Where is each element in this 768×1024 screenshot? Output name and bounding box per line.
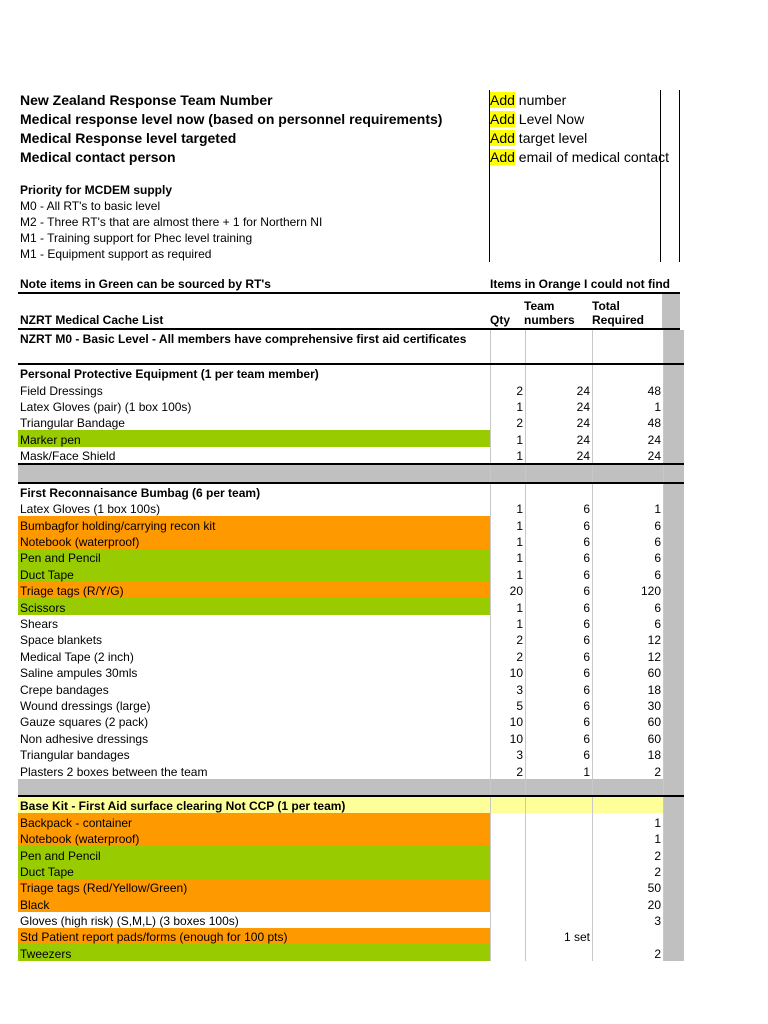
item-name-cell[interactable]: Black — [18, 895, 491, 911]
item-name-cell[interactable]: Triangular Bandage — [18, 414, 491, 430]
gray-cell[interactable] — [664, 516, 685, 532]
total-cell[interactable]: 1 — [593, 500, 664, 516]
gray-cell[interactable] — [664, 813, 685, 829]
item-name-cell[interactable]: Triage tags (Red/Yellow/Green) — [18, 879, 491, 895]
table-row — [18, 533, 684, 549]
gray-cell[interactable] — [664, 846, 685, 862]
item-name-cell[interactable]: Notebook (waterproof) — [18, 533, 491, 549]
cache-table — [18, 330, 684, 961]
total-cell[interactable]: 6 — [593, 615, 664, 631]
gray-cell[interactable] — [664, 346, 685, 363]
section-row — [18, 364, 684, 381]
table-row — [18, 398, 684, 414]
qty-cell[interactable] — [491, 330, 526, 346]
qty-cell[interactable] — [491, 346, 526, 363]
gray-cell[interactable] — [664, 912, 685, 928]
team-cell[interactable] — [526, 330, 593, 346]
notes-row — [20, 276, 680, 292]
level-target-label: Medical Response level targeted — [20, 130, 237, 146]
gray-cell[interactable] — [664, 381, 685, 397]
item-name-cell[interactable]: First Reconnaisance Bumbag (6 per team) — [18, 483, 491, 500]
item-name-cell[interactable]: Backpack - container — [18, 813, 491, 829]
item-name-cell[interactable]: Scissors — [18, 598, 491, 614]
item-name-cell[interactable]: Latex Gloves (1 box 100s) — [18, 500, 491, 516]
gray-cell[interactable] — [664, 364, 685, 381]
qty-header: Qty — [490, 313, 511, 327]
qty-cell[interactable]: 1 — [491, 533, 526, 549]
item-name-cell[interactable]: Duct Tape — [18, 565, 491, 581]
team-cell[interactable] — [526, 846, 593, 862]
qty-cell[interactable]: 1 — [491, 615, 526, 631]
qty-cell[interactable]: 1 — [491, 430, 526, 446]
team-cell[interactable] — [526, 830, 593, 846]
team-cell[interactable] — [526, 813, 593, 829]
item-name-cell[interactable]: Shears — [18, 615, 491, 631]
gray-cell[interactable] — [664, 762, 685, 778]
total-cell[interactable]: 2 — [593, 762, 664, 778]
team-cell[interactable]: 6 — [526, 615, 593, 631]
team-header: Team numbers — [524, 299, 575, 327]
table-row — [18, 598, 684, 614]
item-name-cell[interactable]: Pen and Pencil — [18, 549, 491, 565]
gray-cell[interactable] — [664, 464, 685, 482]
table-row — [18, 447, 684, 464]
team-cell[interactable] — [526, 879, 593, 895]
gray-cell[interactable] — [664, 615, 685, 631]
gray-cell[interactable] — [664, 746, 685, 762]
table-row — [18, 549, 684, 565]
table-row — [18, 928, 684, 944]
total-cell[interactable] — [593, 364, 664, 381]
table-row — [18, 346, 684, 363]
qty-cell[interactable]: 2 — [491, 762, 526, 778]
qty-cell[interactable] — [491, 879, 526, 895]
total-cell[interactable]: 30 — [593, 697, 664, 713]
gray-cell[interactable] — [664, 879, 685, 895]
qty-cell[interactable]: 1 — [491, 565, 526, 581]
total-cell[interactable]: 24 — [593, 430, 664, 446]
qty-cell[interactable]: 1 — [491, 516, 526, 532]
qty-cell[interactable] — [491, 779, 526, 796]
gray-cell[interactable] — [664, 631, 685, 647]
total-cell[interactable]: 6 — [593, 549, 664, 565]
total-cell[interactable]: 50 — [593, 879, 664, 895]
table-row — [18, 912, 684, 928]
gray-cell[interactable] — [664, 796, 685, 813]
total-cell[interactable]: 48 — [593, 414, 664, 430]
item-name-cell[interactable]: Mask/Face Shield — [18, 447, 491, 464]
list-title: NZRT Medical Cache List — [20, 313, 164, 327]
team-cell[interactable]: 6 — [526, 697, 593, 713]
gray-cell[interactable] — [664, 779, 685, 796]
total-cell[interactable]: 1 — [593, 813, 664, 829]
table-row — [18, 430, 684, 446]
qty-cell[interactable]: 1 — [491, 398, 526, 414]
total-cell[interactable]: 6 — [593, 533, 664, 549]
team-cell[interactable] — [526, 863, 593, 879]
team-cell[interactable] — [526, 944, 593, 960]
qty-cell[interactable]: 2 — [491, 647, 526, 663]
gray-strip — [662, 294, 680, 328]
total-cell[interactable]: 60 — [593, 729, 664, 745]
team-cell[interactable] — [526, 912, 593, 928]
total-cell[interactable]: 12 — [593, 631, 664, 647]
total-cell[interactable]: 60 — [593, 664, 664, 680]
total-header: Total Required — [592, 299, 645, 327]
item-name-cell[interactable]: Duct Tape — [18, 863, 491, 879]
qty-cell[interactable] — [491, 796, 526, 813]
qty-cell[interactable]: 1 — [491, 447, 526, 464]
team-cell[interactable]: 24 — [526, 398, 593, 414]
team-cell[interactable]: 1 set — [526, 928, 593, 944]
level-now-label: Medical response level now (based on personnel requirements) — [20, 111, 443, 127]
section-row — [18, 330, 684, 346]
qty-cell[interactable]: 3 — [491, 746, 526, 762]
total-cell[interactable]: 2 — [593, 944, 664, 960]
table-row — [18, 863, 684, 879]
qty-cell[interactable]: 20 — [491, 582, 526, 598]
qty-cell[interactable]: 2 — [491, 381, 526, 397]
team-cell[interactable] — [526, 364, 593, 381]
level-now-value[interactable]: Add Level Now — [490, 111, 585, 127]
table-row — [18, 813, 684, 829]
team-number-label: New Zealand Response Team Number — [20, 92, 273, 108]
team-cell[interactable]: 24 — [526, 430, 593, 446]
total-cell[interactable] — [593, 483, 664, 500]
qty-cell[interactable]: 10 — [491, 664, 526, 680]
team-cell[interactable]: 6 — [526, 565, 593, 581]
team-cell[interactable]: 6 — [526, 598, 593, 614]
gray-cell[interactable] — [664, 863, 685, 879]
gray-cell[interactable] — [664, 895, 685, 911]
qty-cell[interactable] — [491, 464, 526, 482]
gray-cell[interactable] — [664, 928, 685, 944]
total-cell[interactable] — [593, 330, 664, 346]
total-cell[interactable]: 48 — [593, 381, 664, 397]
item-name-cell[interactable]: Space blankets — [18, 631, 491, 647]
gray-cell[interactable] — [664, 565, 685, 581]
item-name-cell[interactable] — [18, 779, 491, 796]
qty-cell[interactable] — [491, 830, 526, 846]
qty-cell[interactable] — [491, 895, 526, 911]
total-cell[interactable] — [593, 346, 664, 363]
gray-cell[interactable] — [664, 647, 685, 663]
qty-cell[interactable]: 2 — [491, 631, 526, 647]
table-row — [18, 414, 684, 430]
total-cell[interactable]: 20 — [593, 895, 664, 911]
section-row — [18, 796, 684, 813]
item-name-cell[interactable]: Notebook (waterproof) — [18, 830, 491, 846]
qty-cell[interactable] — [491, 364, 526, 381]
team-cell[interactable] — [526, 796, 593, 813]
table-row — [18, 762, 684, 778]
team-cell[interactable]: 6 — [526, 631, 593, 647]
table-row — [18, 697, 684, 713]
qty-cell[interactable]: 10 — [491, 713, 526, 729]
total-cell[interactable]: 6 — [593, 565, 664, 581]
item-name-cell[interactable]: Saline ampules 30mls — [18, 664, 491, 680]
qty-cell[interactable] — [491, 483, 526, 500]
item-name-cell[interactable]: Plasters 2 boxes between the team — [18, 762, 491, 778]
qty-cell[interactable]: 10 — [491, 729, 526, 745]
team-cell[interactable]: 6 — [526, 647, 593, 663]
total-cell[interactable]: 2 — [593, 846, 664, 862]
item-name-cell[interactable]: Triage tags (R/Y/G) — [18, 582, 491, 598]
gray-cell[interactable] — [664, 483, 685, 500]
item-name-cell[interactable]: Std Patient report pads/forms (enough for 100 pts) — [18, 928, 491, 944]
total-cell[interactable]: 3 — [593, 912, 664, 928]
separator-row — [18, 464, 684, 482]
total-cell[interactable]: 6 — [593, 516, 664, 532]
orange-note: Items in Orange I could not find — [490, 277, 671, 291]
table-row — [18, 729, 684, 745]
qty-cell[interactable] — [491, 846, 526, 862]
total-cell[interactable] — [593, 779, 664, 796]
item-name-cell[interactable]: Crepe bandages — [18, 680, 491, 696]
team-cell[interactable]: 6 — [526, 713, 593, 729]
team-cell[interactable] — [526, 483, 593, 500]
table-row — [18, 647, 684, 663]
gray-cell[interactable] — [664, 830, 685, 846]
table-header — [18, 292, 680, 330]
item-name-cell[interactable]: Latex Gloves (pair) (1 box 100s) — [18, 398, 491, 414]
total-cell[interactable]: 12 — [593, 647, 664, 663]
total-cell[interactable]: 18 — [593, 746, 664, 762]
gray-cell[interactable] — [664, 664, 685, 680]
gray-cell[interactable] — [664, 500, 685, 516]
gray-cell[interactable] — [664, 330, 685, 346]
gray-cell[interactable] — [664, 582, 685, 598]
qty-cell[interactable]: 3 — [491, 680, 526, 696]
priority-item: M1 - Equipment support as required — [20, 247, 212, 261]
green-note: Note items in Green can be sourced by RT's — [20, 277, 271, 291]
item-name-cell[interactable] — [18, 346, 491, 363]
item-name-cell[interactable]: Pen and Pencil — [18, 846, 491, 862]
gray-cell[interactable] — [664, 430, 685, 446]
table-row — [18, 680, 684, 696]
priority-item: M2 - Three RT's that are almost there + 1 for Northern NI — [20, 215, 323, 229]
team-cell[interactable]: 6 — [526, 500, 593, 516]
team-cell[interactable]: 24 — [526, 414, 593, 430]
team-cell[interactable]: 6 — [526, 516, 593, 532]
table-row — [18, 500, 684, 516]
team-cell[interactable]: 6 — [526, 664, 593, 680]
table-row — [18, 615, 684, 631]
gray-cell[interactable] — [664, 447, 685, 464]
table-row — [18, 582, 684, 598]
total-cell[interactable]: 120 — [593, 582, 664, 598]
team-cell[interactable]: 24 — [526, 381, 593, 397]
priority-item: M1 - Training support for Phec level training — [20, 231, 253, 245]
gray-cell[interactable] — [664, 533, 685, 549]
team-cell[interactable] — [526, 346, 593, 363]
total-cell[interactable]: 1 — [593, 398, 664, 414]
team-cell[interactable]: 6 — [526, 582, 593, 598]
team-number-value[interactable]: Add number — [490, 92, 567, 108]
qty-cell[interactable]: 1 — [491, 500, 526, 516]
medical-contact-label: Medical contact person — [20, 149, 176, 165]
table-row — [18, 565, 684, 581]
medical-contact-value[interactable]: Add email of medical contact — [490, 149, 669, 165]
total-cell[interactable]: 18 — [593, 680, 664, 696]
team-cell[interactable]: 6 — [526, 533, 593, 549]
table-row — [18, 944, 684, 960]
qty-cell[interactable] — [491, 912, 526, 928]
team-cell[interactable]: 6 — [526, 746, 593, 762]
section-row — [18, 483, 684, 500]
total-cell[interactable]: 6 — [593, 598, 664, 614]
item-name-cell[interactable]: Marker pen — [18, 430, 491, 446]
item-name-cell[interactable]: Wound dressings (large) — [18, 697, 491, 713]
total-cell[interactable] — [593, 464, 664, 482]
level-target-value[interactable]: Add target level — [490, 130, 588, 146]
qty-cell[interactable]: 5 — [491, 697, 526, 713]
item-name-cell[interactable]: Personal Protective Equipment (1 per team member) — [18, 364, 491, 381]
table-row — [18, 664, 684, 680]
gray-cell[interactable] — [664, 414, 685, 430]
gray-cell[interactable] — [664, 697, 685, 713]
qty-cell[interactable]: 1 — [491, 598, 526, 614]
item-name-cell[interactable]: Gauze squares (2 pack) — [18, 713, 491, 729]
item-name-cell[interactable]: Base Kit - First Aid surface clearing Not CCP (1 per team) — [18, 796, 491, 813]
col-divider — [489, 90, 490, 262]
item-name-cell[interactable] — [18, 464, 491, 482]
item-name-cell[interactable]: Non adhesive dressings — [18, 729, 491, 745]
table-row — [18, 713, 684, 729]
total-cell[interactable]: 60 — [593, 713, 664, 729]
table-row — [18, 631, 684, 647]
gray-cell[interactable] — [664, 944, 685, 960]
total-cell[interactable] — [593, 928, 664, 944]
total-cell[interactable]: 1 — [593, 830, 664, 846]
gray-cell[interactable] — [664, 598, 685, 614]
table-row — [18, 381, 684, 397]
team-cell[interactable]: 24 — [526, 447, 593, 464]
table-row — [18, 830, 684, 846]
col-divider — [660, 90, 661, 262]
qty-cell[interactable] — [491, 928, 526, 944]
col-divider — [679, 90, 680, 262]
table-row — [18, 516, 684, 532]
team-cell[interactable]: 6 — [526, 549, 593, 565]
table-row — [18, 879, 684, 895]
qty-cell[interactable]: 1 — [491, 549, 526, 565]
team-cell[interactable] — [526, 464, 593, 482]
total-cell[interactable] — [593, 796, 664, 813]
total-cell[interactable]: 2 — [593, 863, 664, 879]
priority-title: Priority for MCDEM supply — [20, 183, 173, 197]
gray-cell[interactable] — [664, 549, 685, 565]
separator-row — [18, 779, 684, 796]
team-cell[interactable]: 6 — [526, 729, 593, 745]
gray-cell[interactable] — [664, 680, 685, 696]
item-name-cell[interactable]: Tweezers — [18, 944, 491, 960]
qty-cell[interactable] — [491, 863, 526, 879]
gray-cell[interactable] — [664, 729, 685, 745]
team-cell[interactable] — [526, 895, 593, 911]
item-name-cell[interactable]: Medical Tape (2 inch) — [18, 647, 491, 663]
item-name-cell[interactable]: Gloves (high risk) (S,M,L) (3 boxes 100s) — [18, 912, 491, 928]
total-cell[interactable]: 24 — [593, 447, 664, 464]
team-cell[interactable]: 1 — [526, 762, 593, 778]
team-cell[interactable] — [526, 779, 593, 796]
qty-cell[interactable] — [491, 813, 526, 829]
table-row — [18, 895, 684, 911]
item-name-cell[interactable]: Triangular bandages — [18, 746, 491, 762]
qty-cell[interactable] — [491, 944, 526, 960]
item-name-cell[interactable]: NZRT M0 - Basic Level - All members have comprehensive first aid certificates — [18, 330, 491, 346]
qty-cell[interactable]: 2 — [491, 414, 526, 430]
gray-cell[interactable] — [664, 398, 685, 414]
team-cell[interactable]: 6 — [526, 680, 593, 696]
item-name-cell[interactable]: Bumbagfor holding/carrying recon kit — [18, 516, 491, 532]
table-row — [18, 746, 684, 762]
table-row — [18, 846, 684, 862]
item-name-cell[interactable]: Field Dressings — [18, 381, 491, 397]
priority-item: M0 - All RT's to basic level — [20, 199, 161, 213]
gray-cell[interactable] — [664, 713, 685, 729]
